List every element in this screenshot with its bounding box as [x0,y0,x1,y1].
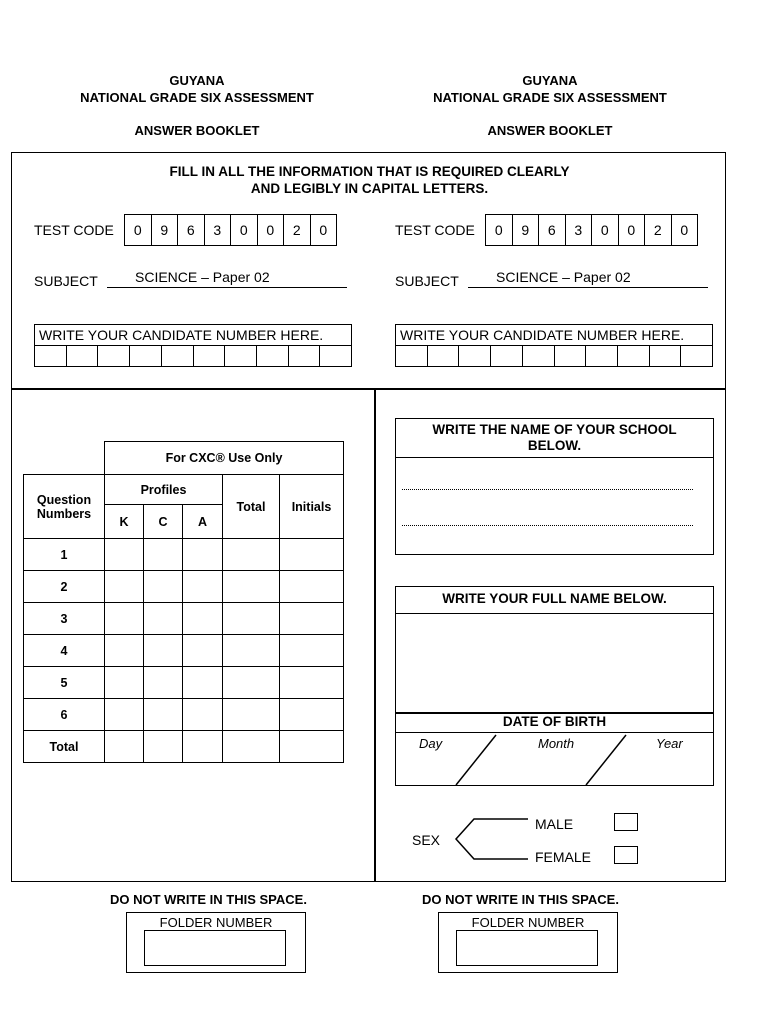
candidate-digit-cell[interactable] [459,346,491,366]
candidate-number-cells [396,346,712,366]
question-number: 6 [24,699,105,731]
question-number: 1 [24,539,105,571]
test-code-label: TEST CODE [34,222,114,238]
candidate-digit-cell[interactable] [555,346,587,366]
score-cell [144,635,183,667]
question-number: 2 [24,571,105,603]
folder-number-label: FOLDER NUMBER [159,915,273,930]
question-number: 4 [24,635,105,667]
candidate-digit-cell[interactable] [35,346,67,366]
school-name-line[interactable] [402,489,693,490]
candidate-digit-cell[interactable] [130,346,162,366]
candidate-digit-cell[interactable] [618,346,650,366]
candidate-digit-cell[interactable] [289,346,321,366]
folder-number-field[interactable] [144,930,286,966]
test-code-boxes [124,214,337,246]
folder-number-field[interactable] [456,930,598,966]
do-not-write-notice: DO NOT WRITE IN THIS SPACE. [422,892,619,907]
test-code-digit[interactable]: 9 [152,215,179,245]
score-cell [183,635,223,667]
score-cell [223,635,280,667]
candidate-digit-cell[interactable] [586,346,618,366]
test-code-digit[interactable]: 6 [178,215,205,245]
candidate-number-label: WRITE YOUR CANDIDATE NUMBER HERE. [396,325,712,346]
folder-number-box [126,912,306,973]
score-cell [183,603,223,635]
candidate-digit-cell[interactable] [320,346,351,366]
score-cell [280,571,344,603]
female-checkbox[interactable] [614,846,638,864]
dob-day-label: Day [419,736,443,751]
school-name-line[interactable] [402,525,693,526]
booklet-title: ANSWER BOOKLET [134,123,260,138]
test-code-digit[interactable]: 0 [125,215,152,245]
test-code-boxes [485,214,698,246]
score-cell [105,571,144,603]
score-cell [223,699,280,731]
score-cell [183,731,223,763]
test-code-digit[interactable]: 0 [672,215,699,245]
test-code-digit[interactable]: 0 [311,215,338,245]
test-code-digit[interactable]: 0 [258,215,285,245]
male-checkbox[interactable] [614,813,638,831]
dob-month-label: Month [538,736,575,751]
test-code-digit[interactable]: 3 [566,215,593,245]
score-cell [223,731,280,763]
candidate-digit-cell[interactable] [428,346,460,366]
subject-value: SCIENCE – Paper 02 [135,269,270,285]
profile-a-header: A [183,505,223,539]
subject-field[interactable] [107,269,347,288]
dob-slash-dividers [396,733,713,787]
profile-c-header: C [144,505,183,539]
score-cell [144,731,183,763]
profile-k-header: K [105,505,144,539]
country-title: GUYANA [522,73,578,88]
assessment-title: NATIONAL GRADE SIX ASSESSMENT [433,90,667,105]
candidate-number-cells [35,346,351,366]
instruction-line-1: FILL IN ALL THE INFORMATION THAT IS REQUIRED CLEARLY [169,164,570,179]
score-cell [144,571,183,603]
candidate-number-label: WRITE YOUR CANDIDATE NUMBER HERE. [35,325,351,346]
total-row-label: Total [24,731,105,763]
candidate-digit-cell[interactable] [67,346,99,366]
score-cell [105,667,144,699]
score-cell [105,699,144,731]
score-cell [280,699,344,731]
test-code-label: TEST CODE [395,222,475,238]
sex-label: SEX [412,832,441,848]
subject-label: SUBJECT [34,273,98,289]
candidate-digit-cell[interactable] [225,346,257,366]
score-cell [105,603,144,635]
candidate-number-box [34,324,352,367]
folder-number-label: FOLDER NUMBER [471,915,585,930]
subject-label: SUBJECT [395,273,459,289]
initials-header: Initials [280,475,344,539]
score-cell [183,539,223,571]
test-code-digit[interactable]: 3 [205,215,232,245]
score-cell [144,699,183,731]
score-cell [280,635,344,667]
candidate-digit-cell[interactable] [681,346,712,366]
assessment-title: NATIONAL GRADE SIX ASSESSMENT [80,90,314,105]
sex-bracket [452,815,530,865]
candidate-digit-cell[interactable] [194,346,226,366]
score-cell [183,571,223,603]
female-label: FEMALE [535,849,592,865]
subject-field[interactable] [468,269,708,288]
candidate-digit-cell[interactable] [257,346,289,366]
instructions [12,163,727,197]
test-code-digit[interactable]: 2 [645,215,672,245]
candidate-digit-cell[interactable] [523,346,555,366]
subject-value: SCIENCE – Paper 02 [496,269,631,285]
score-cell [144,667,183,699]
candidate-digit-cell[interactable] [162,346,194,366]
score-cell [280,667,344,699]
score-cell [223,667,280,699]
test-code-digit[interactable]: 6 [539,215,566,245]
score-cell [183,667,223,699]
score-cell [144,539,183,571]
full-name-box [395,586,714,786]
test-code-digit[interactable]: 0 [486,215,513,245]
header-left [27,72,367,139]
section-divider [12,388,725,390]
test-code-digit[interactable]: 9 [513,215,540,245]
score-cell [223,603,280,635]
header-right [380,72,720,139]
total-header: Total [223,475,280,539]
score-cell [223,571,280,603]
candidate-digit-cell[interactable] [650,346,682,366]
instruction-line-2: AND LEGIBLY IN CAPITAL LETTERS. [250,181,489,196]
full-name-title: WRITE YOUR FULL NAME BELOW. [396,587,713,614]
score-cell [105,635,144,667]
score-cell [183,699,223,731]
full-name-field[interactable] [396,614,713,712]
question-numbers-header: Question Numbers [24,475,105,539]
school-name-box [395,418,714,555]
do-not-write-notice: DO NOT WRITE IN THIS SPACE. [110,892,307,907]
test-code-digit[interactable]: 0 [619,215,646,245]
score-cell [105,539,144,571]
score-cell [280,539,344,571]
country-title: GUYANA [169,73,225,88]
candidate-digit-cell[interactable] [396,346,428,366]
candidate-digit-cell[interactable] [491,346,523,366]
cxc-use-only-table [23,441,344,763]
cxc-title: For CXC® Use Only [105,442,344,475]
profiles-header: Profiles [105,475,223,505]
column-divider [374,388,376,881]
candidate-number-box [395,324,713,367]
score-cell [280,603,344,635]
score-cell [280,731,344,763]
dob-year-label: Year [656,736,683,751]
test-code-digit[interactable]: 0 [592,215,619,245]
school-name-title: WRITE THE NAME OF YOUR SCHOOL BELOW. [396,419,713,458]
test-code-digit[interactable]: 0 [231,215,258,245]
dob-title: DATE OF BIRTH [396,714,713,733]
booklet-title: ANSWER BOOKLET [487,123,613,138]
score-cell [223,539,280,571]
test-code-digit[interactable]: 2 [284,215,311,245]
score-cell [144,603,183,635]
score-cell [105,731,144,763]
male-label: MALE [535,816,574,832]
candidate-digit-cell[interactable] [98,346,130,366]
question-number: 5 [24,667,105,699]
question-number: 3 [24,603,105,635]
folder-number-box [438,912,618,973]
